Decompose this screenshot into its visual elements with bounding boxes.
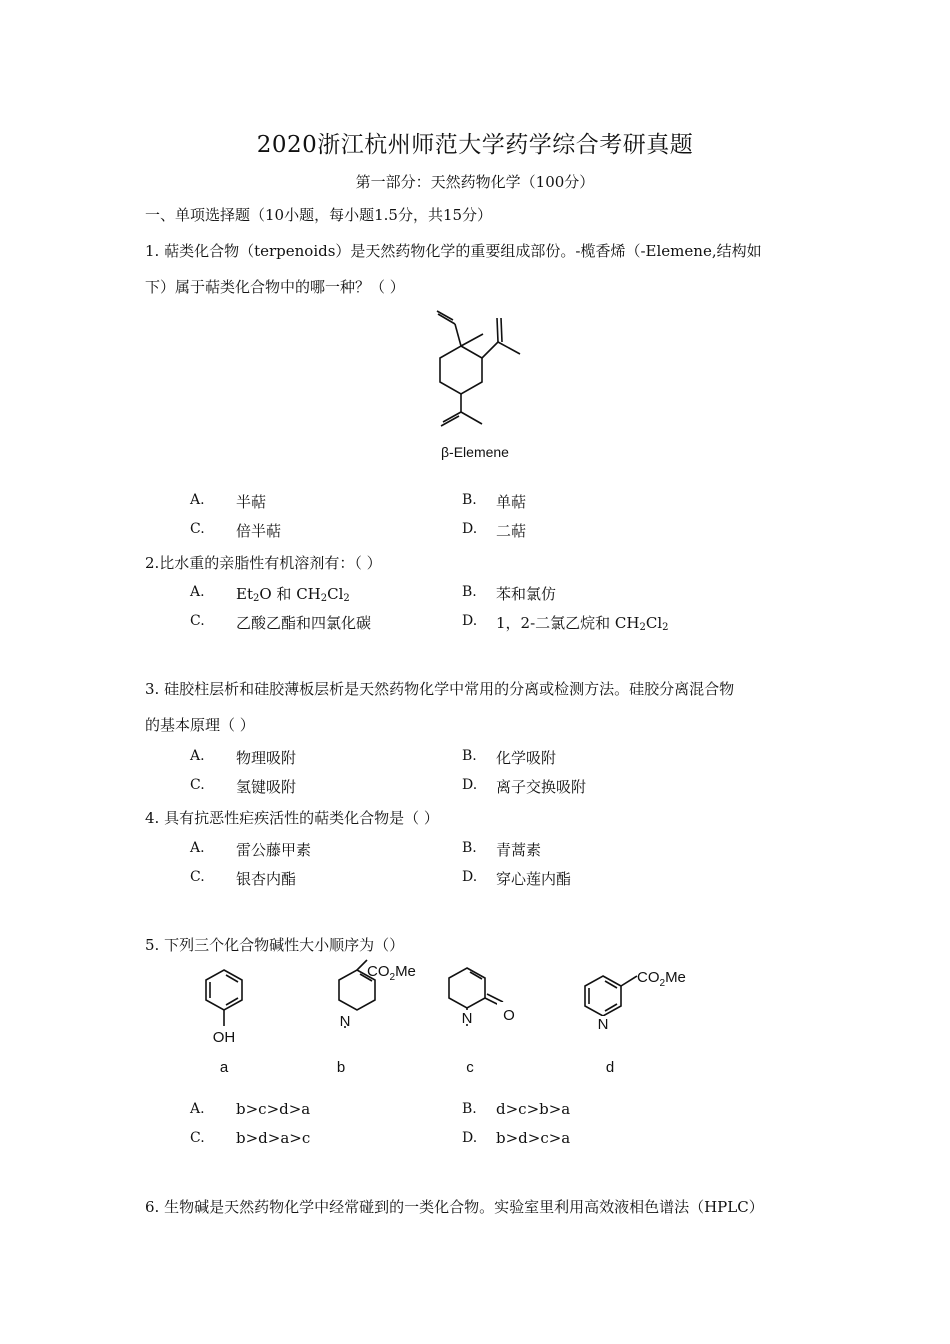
question-3-text-line-1: 3. 硅胶柱层析和硅胶薄板层析是天然药物化学中常用的分离或检测方法。硅胶分离混合物 (145, 680, 735, 698)
q1-option-b-text[interactable]: 单萜 (496, 493, 527, 511)
nitrogen-label: N (597, 1016, 609, 1033)
q2-option-d-text[interactable] (496, 612, 669, 633)
compound-c-label: c (466, 1059, 474, 1076)
q2-option-a-part: Cl (327, 585, 344, 603)
oxygen-label: O (503, 1007, 515, 1024)
q3-option-a-text[interactable]: 物理吸附 (236, 749, 297, 767)
co2me-me: Me (395, 963, 416, 980)
question-5-text: 5. 下列三个化合物碱性大小顺序为（） (145, 936, 405, 954)
q3-option-d-text[interactable]: 离子交换吸附 (496, 778, 587, 796)
q3-option-c-text[interactable]: 氢键吸附 (236, 778, 297, 796)
question-1-text-line-2: 下）属于萜类化合物中的哪一种？（ ） (145, 278, 405, 296)
section-subtitle: 第一部分：天然药物化学（100分） (355, 173, 595, 191)
q4-option-d-text[interactable]: 穿心莲内酯 (496, 870, 572, 888)
q1-option-a-text[interactable]: 半萜 (236, 493, 267, 511)
q2-option-d-letter: D. (462, 613, 478, 629)
q5-option-b-text[interactable]: d>c>b>a (496, 1100, 571, 1118)
question-6-text: 6. 生物碱是天然药物化学中经常碰到的一类化合物。实验室里利用高效液相色谱法（HPLC） (145, 1198, 764, 1216)
beta-elemene-structure (410, 300, 540, 470)
q3-option-b-text[interactable]: 化学吸附 (496, 749, 557, 767)
q1-option-c-text[interactable]: 倍半萜 (236, 522, 282, 540)
compound-a-label: a (219, 1059, 229, 1076)
q4-option-a-text[interactable]: 雷公藤甲素 (236, 841, 312, 859)
compound-d-label: d (605, 1059, 615, 1076)
beta-elemene-label: β-Elemene (441, 444, 509, 460)
q5-option-c-letter: C. (190, 1130, 205, 1146)
q5-option-a-text[interactable]: b>c>d>a (236, 1100, 311, 1118)
q2-option-b-text[interactable]: 苯和氯仿 (496, 585, 557, 603)
q2-option-a-sub: 2 (343, 593, 350, 604)
co2me-sub: 2 (659, 978, 666, 989)
co2me-co: CO (637, 969, 660, 986)
q2-option-a-part: Et (236, 585, 253, 603)
q1-option-c-letter: C. (190, 521, 205, 537)
page-title: 2020浙江杭州师范大学药学综合考研真题 (256, 132, 694, 158)
co2me-me: Me (665, 969, 686, 986)
q2-option-d-sub: 2 (662, 622, 669, 633)
q3-option-b-letter: B. (462, 748, 477, 764)
q2-option-b-letter: B. (462, 584, 477, 600)
co2me-sub: 2 (389, 972, 396, 983)
oh-label: OH (212, 1029, 236, 1046)
q1-option-b-letter: B. (462, 492, 477, 508)
q4-option-a-letter: A. (190, 840, 205, 856)
q4-option-c-letter: C. (190, 869, 205, 885)
section-heading: 一、单项选择题（10小题，每小题1.5分，共15分） (145, 206, 493, 224)
q4-option-c-text[interactable]: 银杏内酯 (236, 870, 297, 888)
q4-option-b-text[interactable]: 青蒿素 (496, 841, 542, 859)
q3-option-a-letter: A. (190, 748, 205, 764)
q3-option-c-letter: C. (190, 777, 205, 793)
q2-option-d-sub: 2 (639, 622, 646, 633)
q1-option-a-letter: A. (190, 492, 205, 508)
q2-option-a-sub: 2 (320, 593, 328, 604)
q2-option-a-letter: A. (190, 584, 205, 600)
basicity-structures (185, 958, 705, 1083)
co2me-co: CO (367, 963, 390, 980)
question-2-text: 2.比水重的亲脂性有机溶剂有：（ ） (145, 554, 382, 572)
q5-option-c-text[interactable]: b>d>a>c (236, 1129, 311, 1147)
q4-option-b-letter: B. (462, 840, 477, 856)
co2me-label-d (637, 969, 686, 989)
question-4-text: 4. 具有抗恶性疟疾活性的萜类化合物是（ ） (145, 809, 439, 827)
q5-option-d-text[interactable]: b>d>c>a (496, 1129, 571, 1147)
q2-option-c-text[interactable]: 乙酸乙酯和四氯化碳 (236, 614, 372, 632)
q5-option-d-letter: D. (462, 1130, 478, 1146)
q2-option-a-part: O 和 CH (259, 585, 321, 603)
q5-option-b-letter: B. (462, 1101, 477, 1117)
nitrogen-label: N (461, 1010, 473, 1027)
q2-option-a-text[interactable] (236, 583, 350, 604)
nitrogen-label: N (339, 1013, 351, 1030)
q1-option-d-text[interactable]: 二萜 (496, 522, 527, 540)
question-3-text-line-2: 的基本原理（ ） (145, 716, 255, 734)
q3-option-d-letter: D. (462, 777, 478, 793)
q2-option-d-part: Cl (645, 614, 663, 632)
compound-b-label: b (336, 1059, 346, 1076)
q2-option-d-part: 1，2-二氯乙烷和 CH (496, 614, 640, 632)
q1-option-d-letter: D. (462, 521, 478, 537)
q2-option-c-letter: C. (190, 613, 205, 629)
q2-option-a-sub: 2 (252, 593, 260, 604)
q4-option-d-letter: D. (462, 869, 478, 885)
q5-option-a-letter: A. (190, 1101, 205, 1117)
question-1-text-line-1: 1. 萜类化合物（terpenoids）是天然药物化学的重要组成部份。-榄香烯（-Elemene,结构如 (145, 242, 762, 260)
